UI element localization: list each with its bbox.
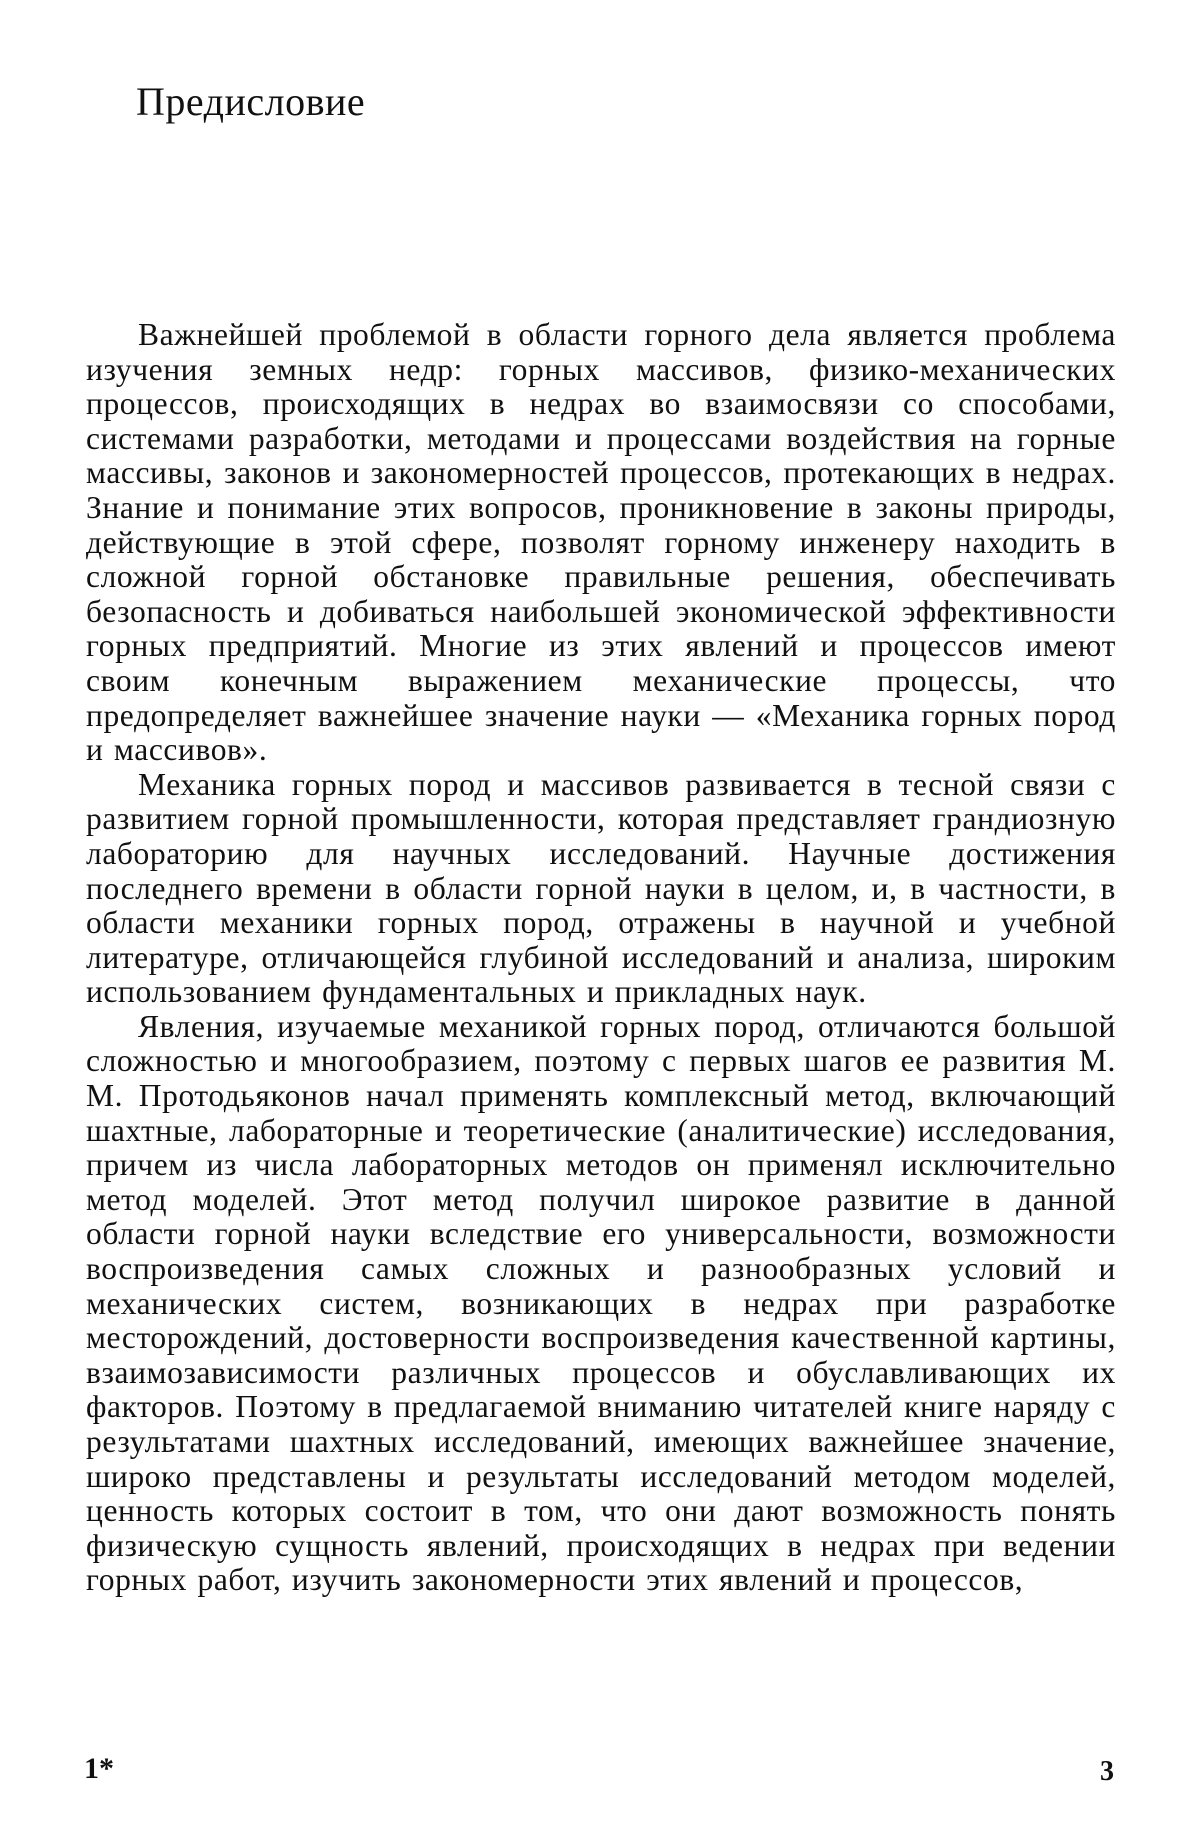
paragraph-3: Явления, изучаемые механикой горных пород, отличаются большой сложностью и многообразием, поэтому с первых шагов ее развития М. М. Протодьяконов начал применять комплексный метод, включающий шахтные, лабораторные и теоретические (аналитические) исследования, причем из числа лабораторных методов он применял исключительно метод моделей. Этот метод получил широкое развитие в данной области горной науки вследствие его универсальности, возможности воспроизведения самых сложных и разнообразных условий и механических систем, возникающих в недрах при разработке месторождений, достоверности воспроизведения качественной картины, взаимозависимости различных процессов и обуславливающих их факторов. Поэтому в предлагаемой вниманию читателей книге наряду с результатами шахтных исследований, имеющих важнейшее значение, широко представлены и результаты исследований методом моделей, ценность которых состоит в том, что они дают возможность понять физическую сущность явлений, происходящих в недрах при ведении горных работ, изучить закономерности этих явлений и процессов, bbox=[86, 1008, 1116, 1598]
paragraph-1: Важнейшей проблемой в области горного дела является проблема изучения земных недр: горных массивов, физико-механических процессов, происходящих в недрах во взаимосвязи со способами, системами разработки, методами и процессами воздействия на горные массивы, законов и закономерностей процессов, протекающих в недрах. Знание и понимание этих вопросов, проникновение в законы природы, действующие в этой сфере, позволят горному инженеру находить в сложной горной обстановке правильные решения, обеспечивать безопасность и добиваться наибольшей экономической эффективности горных предприятий. Многие из этих явлений и процессов имеют своим конечным выражением механические процессы, что предопределяет важнейшее значение науки — «Механика горных пород и массивов». bbox=[86, 317, 1116, 768]
body-text bbox=[86, 318, 1116, 1598]
signature-mark: 1* bbox=[84, 1752, 114, 1785]
page-number: 3 bbox=[1100, 1756, 1114, 1787]
page-title: Предисловие bbox=[136, 79, 366, 124]
paragraph-2: Механика горных пород и массивов развивается в тесной связи с развитием горной промышленности, которая представляет грандиозную лабораторию для научных исследований. Научные достижения последнего времени в области горной науки в целом, и, в частности, в области механики горных пород, отражены в научной и учебной литературе, отличающейся глубиной исследований и анализа, широким использованием фундаментальных и прикладных наук. bbox=[86, 766, 1116, 1010]
